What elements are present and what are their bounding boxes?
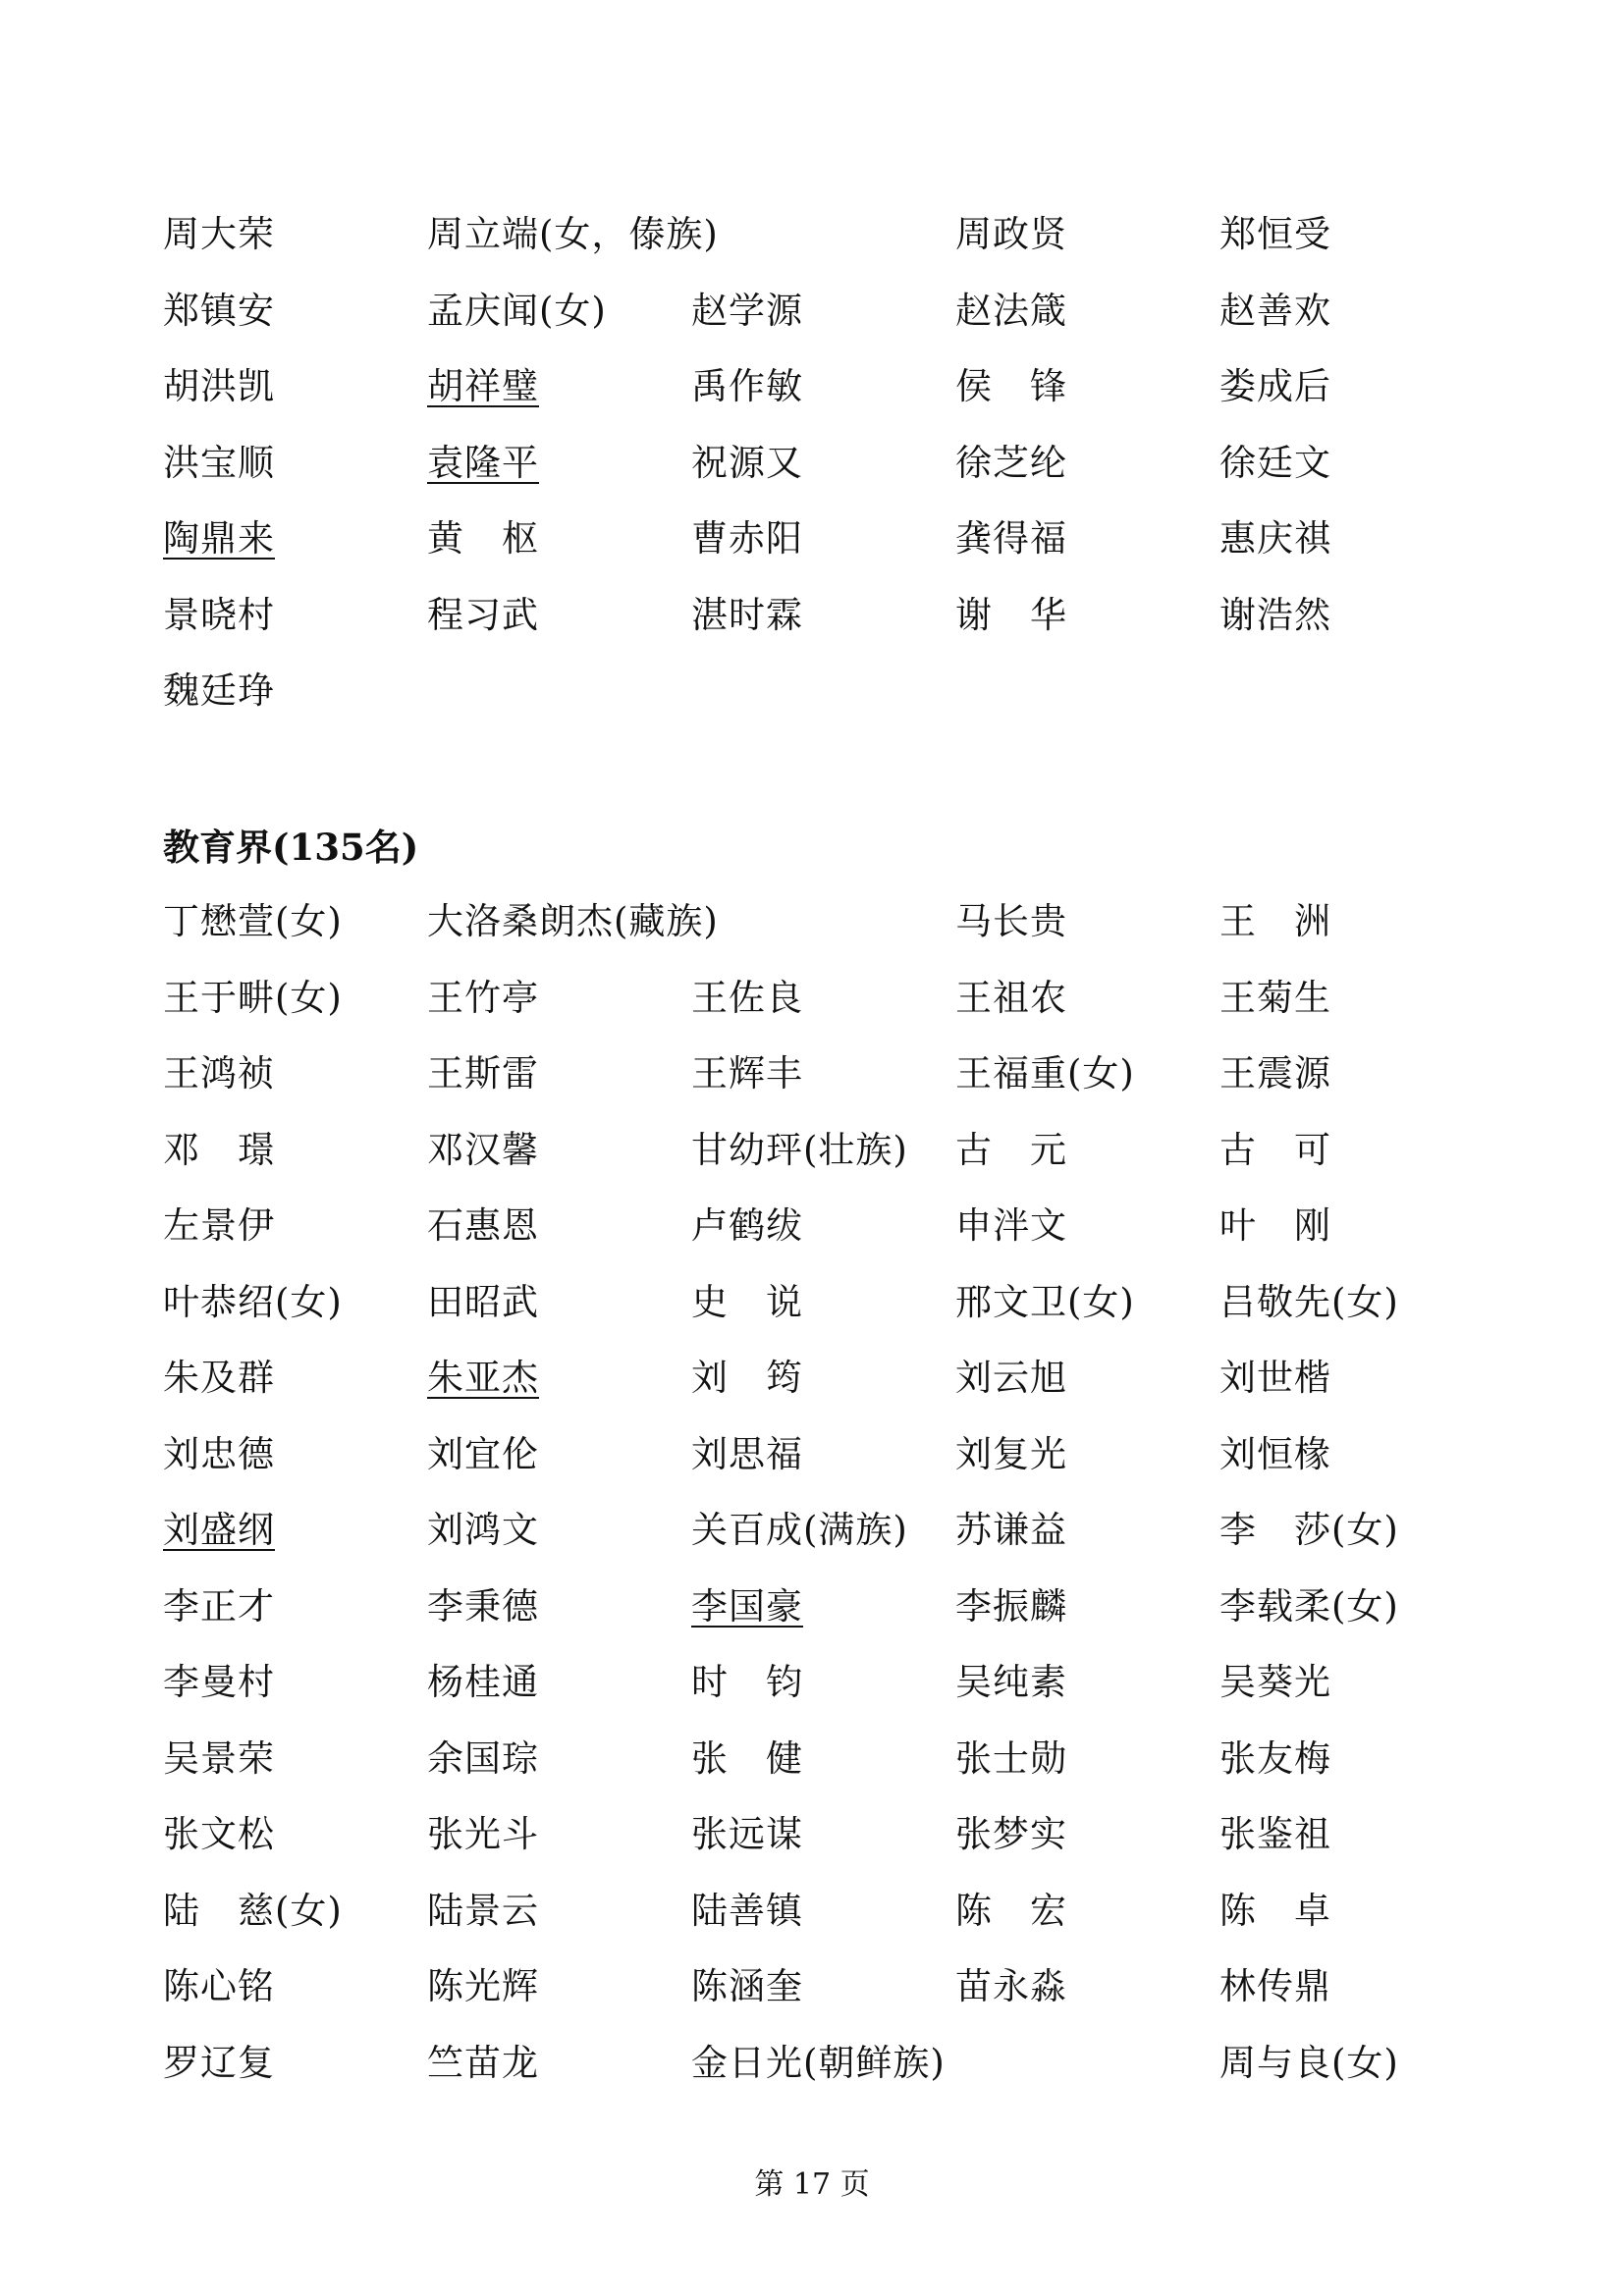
page-number: 第 17 页 — [754, 2167, 870, 2202]
person-name: 甘幼玶(壮族) — [691, 1128, 908, 1171]
person-name: 王斯雷 — [427, 1052, 539, 1095]
person-name: 张士勋 — [955, 1736, 1067, 1780]
person-name: 赵学源 — [691, 289, 803, 332]
person-name: 史 说 — [691, 1280, 803, 1323]
person-name: 赵善欢 — [1219, 289, 1331, 332]
person-name: 王于畊(女) — [163, 976, 343, 1019]
person-name: 洪宝顺 — [163, 441, 275, 484]
person-name: 胡洪凯 — [163, 365, 275, 407]
person-name: 陆善镇 — [691, 1889, 803, 1932]
section-heading-education: 教育界(135名) — [163, 826, 419, 869]
person-name: 胡祥璧 — [427, 365, 539, 407]
person-name: 大洛桑朗杰(藏族) — [427, 900, 719, 942]
person-name: 马长贵 — [955, 900, 1067, 942]
person-name: 王 洲 — [1219, 900, 1331, 942]
person-name: 景晓村 — [163, 593, 275, 636]
person-name: 邢文卫(女) — [955, 1280, 1135, 1323]
person-name: 刘宜伦 — [427, 1432, 539, 1475]
person-name: 徐廷文 — [1219, 441, 1331, 484]
person-name: 时 钧 — [691, 1661, 803, 1703]
person-name: 王福重(女) — [955, 1052, 1135, 1095]
person-name: 刘鸿文 — [427, 1509, 539, 1551]
person-name: 罗辽复 — [163, 2041, 275, 2084]
person-name: 湛时霖 — [691, 593, 803, 636]
person-name: 苏谦益 — [955, 1509, 1067, 1551]
person-name: 李正才 — [163, 1584, 275, 1628]
person-name: 金日光(朝鲜族) — [691, 2041, 946, 2084]
person-name: 娄成后 — [1219, 365, 1331, 407]
person-name: 祝源又 — [691, 441, 803, 484]
person-name: 袁隆平 — [427, 441, 539, 484]
person-name: 徐芝纶 — [955, 441, 1067, 484]
person-name: 古 可 — [1219, 1128, 1331, 1171]
person-name: 李曼村 — [163, 1661, 275, 1703]
person-name: 周立端(女，傣族) — [427, 213, 719, 255]
person-name: 谢 华 — [955, 593, 1067, 636]
person-name: 吴纯素 — [955, 1661, 1067, 1703]
person-name: 古 元 — [955, 1128, 1067, 1171]
person-name: 左景伊 — [163, 1204, 275, 1247]
person-name: 陈 宏 — [955, 1889, 1067, 1932]
person-name: 刘 筠 — [691, 1357, 803, 1399]
person-name: 申泮文 — [955, 1204, 1067, 1247]
person-name: 陈光辉 — [427, 1965, 539, 2007]
person-name: 陶鼎来 — [163, 517, 275, 560]
person-name: 王佐良 — [691, 976, 803, 1019]
person-name: 王祖农 — [955, 976, 1067, 1019]
person-name: 余国琮 — [427, 1736, 539, 1780]
person-name: 王辉丰 — [691, 1052, 803, 1095]
person-name: 刘世楷 — [1219, 1357, 1331, 1399]
person-name: 周与良(女) — [1219, 2041, 1399, 2084]
person-name: 苗永淼 — [955, 1965, 1067, 2007]
person-name: 张梦实 — [955, 1813, 1067, 1855]
person-name: 张光斗 — [427, 1813, 539, 1855]
person-name: 刘忠德 — [163, 1432, 275, 1475]
person-name: 惠庆祺 — [1219, 517, 1331, 560]
person-name: 魏廷琤 — [163, 669, 275, 712]
person-name: 王鸿祯 — [163, 1052, 275, 1095]
person-name: 孟庆闻(女) — [427, 289, 607, 332]
person-name: 陆景云 — [427, 1889, 539, 1932]
person-name: 禹作敏 — [691, 365, 803, 407]
person-name: 叶 刚 — [1219, 1204, 1331, 1247]
person-name: 张鉴祖 — [1219, 1813, 1331, 1855]
person-name: 刘恒椽 — [1219, 1432, 1331, 1475]
person-name: 张远谋 — [691, 1813, 803, 1855]
person-name: 石惠恩 — [427, 1204, 539, 1247]
person-name: 张文松 — [163, 1813, 275, 1855]
person-name: 谢浩然 — [1219, 593, 1331, 636]
person-name: 李 莎(女) — [1219, 1509, 1399, 1551]
person-name: 周政贤 — [955, 213, 1067, 255]
person-name: 关百成(满族) — [691, 1509, 908, 1551]
person-name: 曹赤阳 — [691, 517, 803, 560]
person-name: 赵法箴 — [955, 289, 1067, 332]
person-name: 陈涵奎 — [691, 1965, 803, 2007]
person-name: 朱及群 — [163, 1357, 275, 1399]
person-name: 杨桂通 — [427, 1661, 539, 1703]
person-name: 竺苗龙 — [427, 2041, 539, 2084]
person-name: 刘思福 — [691, 1432, 803, 1475]
person-name: 刘复光 — [955, 1432, 1067, 1475]
person-name: 陈心铭 — [163, 1965, 275, 2007]
person-name: 程习武 — [427, 593, 539, 636]
person-name: 侯 锋 — [955, 365, 1067, 407]
person-name: 王竹亭 — [427, 976, 539, 1019]
person-name: 李秉德 — [427, 1584, 539, 1628]
person-name: 黄 枢 — [427, 517, 539, 560]
person-name: 李载柔(女) — [1219, 1584, 1399, 1628]
person-name: 陆 慈(女) — [163, 1889, 343, 1932]
person-name: 龚得福 — [955, 517, 1067, 560]
person-name: 王菊生 — [1219, 976, 1331, 1019]
person-name: 朱亚杰 — [427, 1357, 539, 1399]
person-name: 李振麟 — [955, 1584, 1067, 1628]
person-name: 林传鼎 — [1219, 1965, 1331, 2007]
person-name: 郑镇安 — [163, 289, 275, 332]
person-name: 李国豪 — [691, 1584, 803, 1628]
person-name: 田昭武 — [427, 1280, 539, 1323]
person-name: 叶恭绍(女) — [163, 1280, 343, 1323]
person-name: 吴葵光 — [1219, 1661, 1331, 1703]
person-name: 张 健 — [691, 1736, 803, 1780]
person-name: 卢鹤绂 — [691, 1204, 803, 1247]
person-name: 丁懋萱(女) — [163, 900, 343, 942]
person-name: 王震源 — [1219, 1052, 1331, 1095]
person-name: 郑恒受 — [1219, 213, 1331, 255]
person-name: 邓 璟 — [163, 1128, 275, 1171]
person-name: 陈 卓 — [1219, 1889, 1331, 1932]
person-name: 周大荣 — [163, 213, 275, 255]
person-name: 吕敬先(女) — [1219, 1280, 1399, 1323]
person-name: 刘云旭 — [955, 1357, 1067, 1399]
person-name: 邓汉馨 — [427, 1128, 539, 1171]
person-name: 张友梅 — [1219, 1736, 1331, 1780]
person-name: 刘盛纲 — [163, 1509, 275, 1551]
person-name: 吴景荣 — [163, 1736, 275, 1780]
